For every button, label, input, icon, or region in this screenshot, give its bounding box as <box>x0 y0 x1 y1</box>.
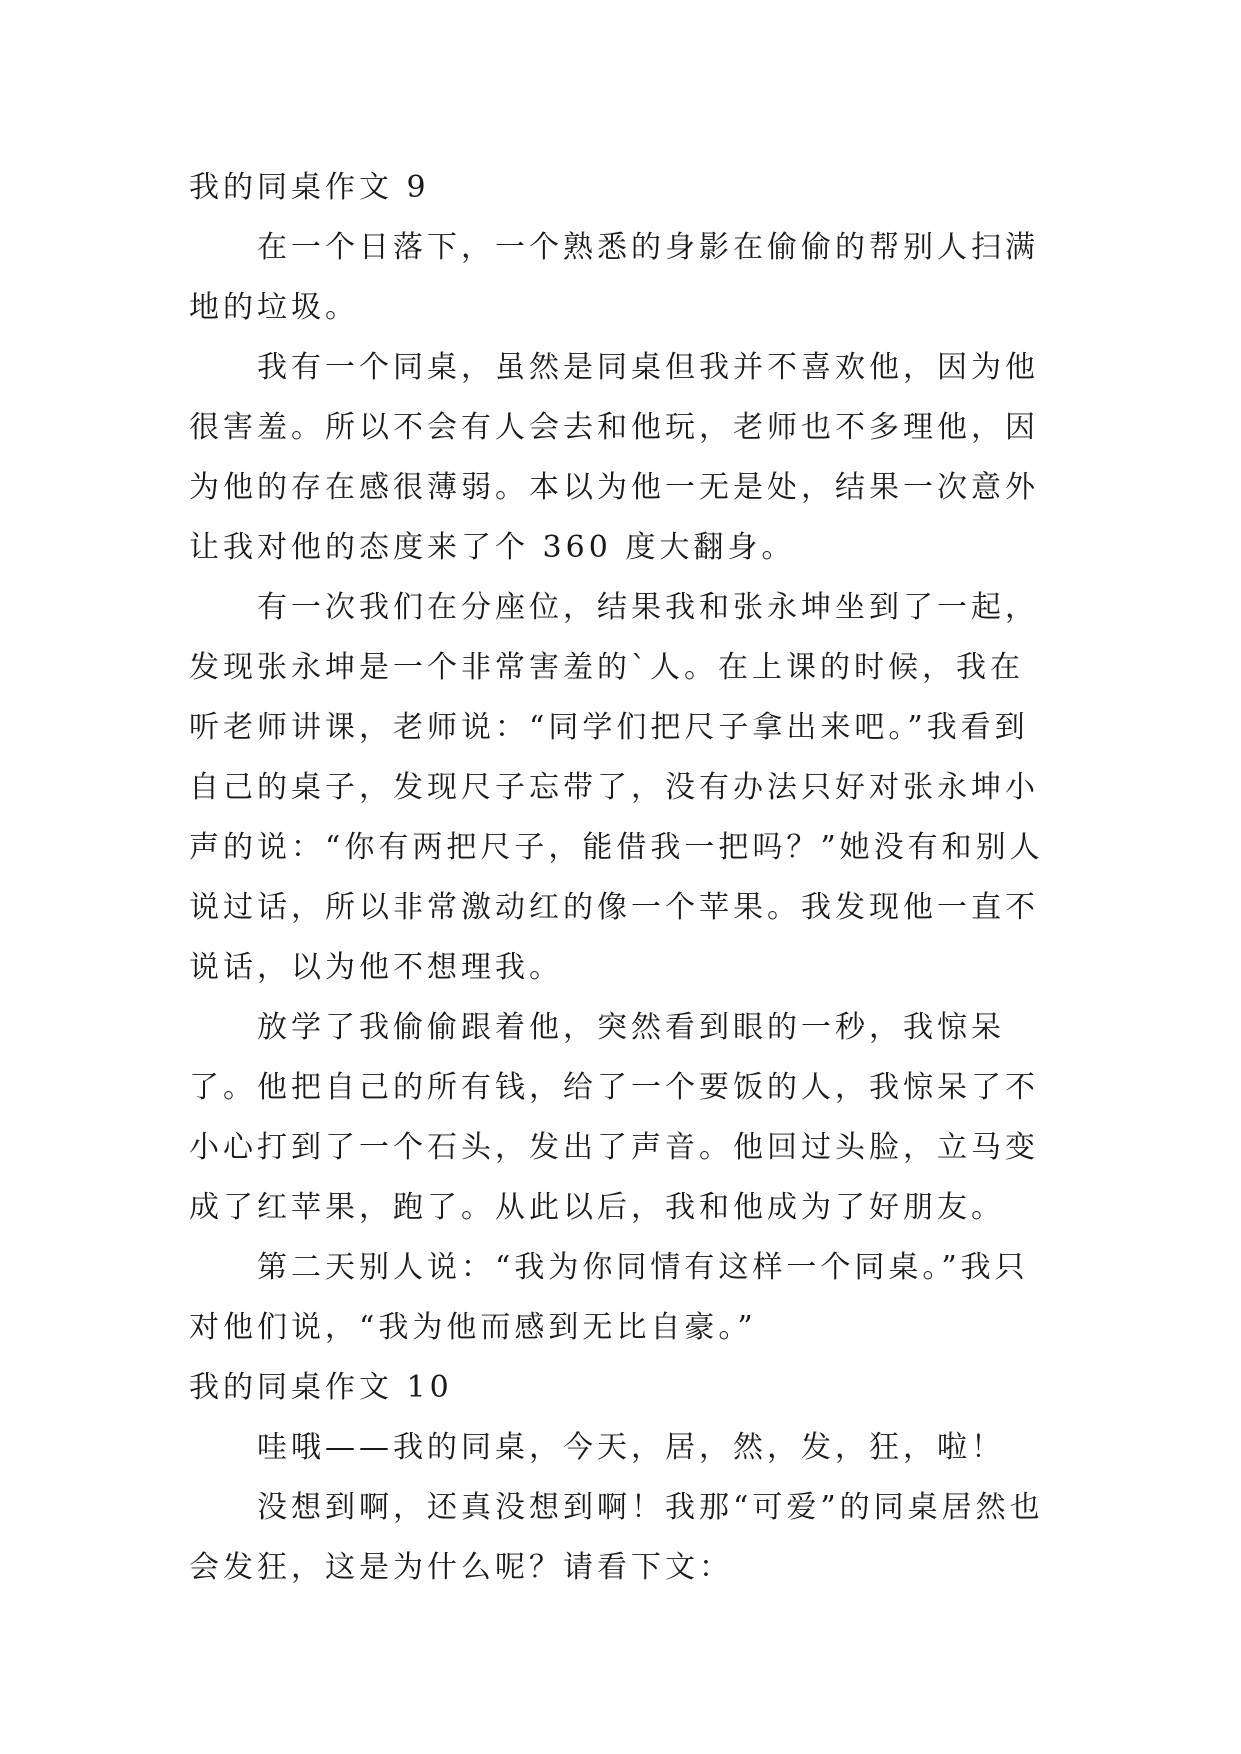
paragraph: 我有一个同桌，虽然是同桌但我并不喜欢他，因为他很害羞。所以不会有人会去和他玩，老师也不多理他，因为他的存在感很薄弱。本以为他一无是处，结果一次意外让我对他的态度来了个 360 度大翻身。 <box>189 350 1039 565</box>
paragraph: 没想到啊，还真没想到啊！我那“可爱”的同桌居然也会发狂，这是为什么呢？请看下文： <box>189 1490 1044 1585</box>
document-body <box>189 158 1053 1598</box>
paragraph: 放学了我偷偷跟着他，突然看到眼的一秒，我惊呆了。他把自己的所有钱，给了一个要饭的人，我惊呆了不小心打到了一个石头，发出了声音。他回过头脸，立马变成了红苹果，跑了。从此以后，我和他成为了好朋友。 <box>189 1010 1039 1225</box>
paragraph: 在一个日落下，一个熟悉的身影在偷偷的帮别人扫满地的垃圾。 <box>189 230 1039 325</box>
section-heading: 我的同桌作文 9 <box>189 170 430 205</box>
paragraph: 哇哦——我的同桌，今天，居，然，发，狂，啦！ <box>257 1430 1005 1465</box>
section-heading: 我的同桌作文 10 <box>189 1370 453 1405</box>
paragraph: 第二天别人说：“我为你同情有这样一个同桌。”我只对他们说，“我为他而感到无比自豪。” <box>189 1250 1029 1345</box>
paragraph: 有一次我们在分座位，结果我和张永坤坐到了一起，发现张永坤是一个非常害羞的`人。在上课的时候，我在听老师讲课，老师说：“同学们把尺子拿出来吧。”我看到自己的桌子，发现尺子忘带了，没有办法只好对张永坤小声的说：“你有两把尺子，能借我一把吗？”她没有和别人说过话，所以非常激动红的像一个苹果。我发现他一直不说话，以为他不想理我。 <box>189 590 1044 985</box>
